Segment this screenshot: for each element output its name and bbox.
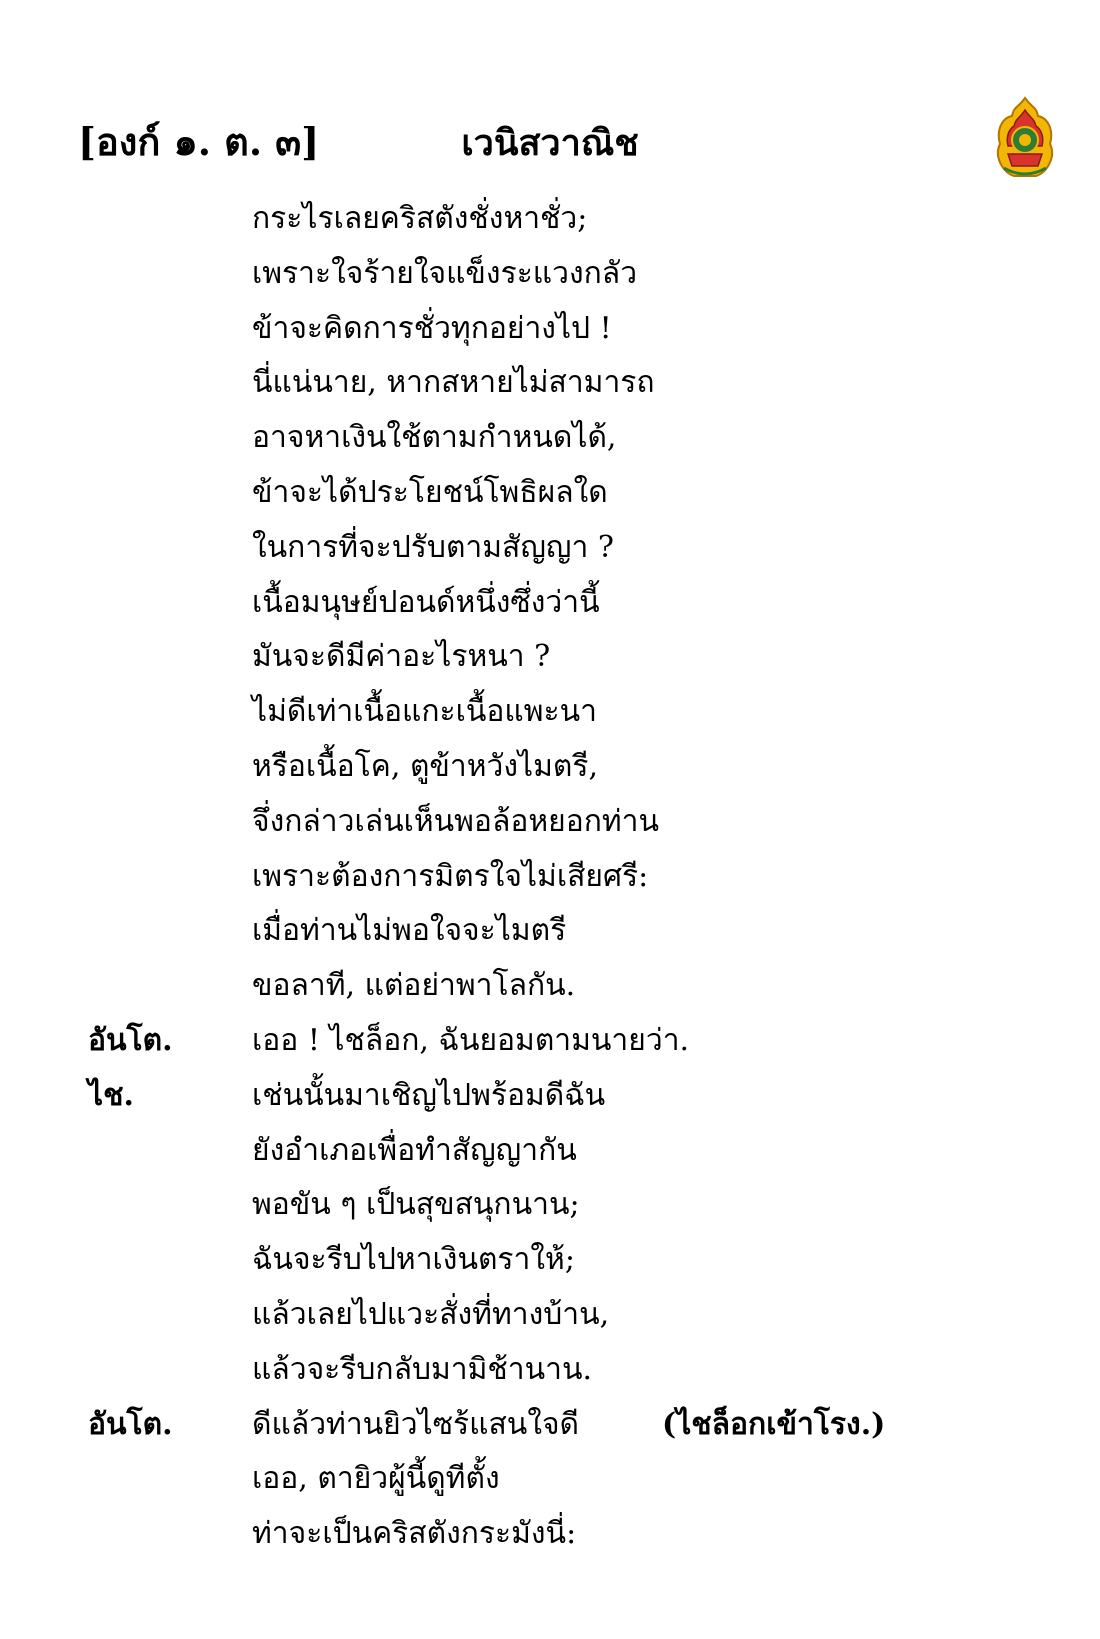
verse-text: ขอลาที, แต่อย่าพาโลกัน. xyxy=(252,968,576,1004)
verse-text: เมื่อท่านไม่พอใจจะไมตรี xyxy=(252,913,567,949)
verse-text: แล้วจะรีบกลับมามิช้านาน. xyxy=(252,1351,593,1387)
dialogue-line xyxy=(0,1233,1100,1288)
verse-text: เออ ! ไชล็อก, ฉันยอมตามนายว่า. xyxy=(252,1022,690,1058)
verse-text: เช่นนั้นมาเชิญไปพร้อมดีฉัน xyxy=(252,1077,606,1113)
dialogue-line xyxy=(0,247,1100,302)
verse-text: ยังอำเภอเพื่อทำสัญญากัน xyxy=(252,1132,577,1168)
verse-text: หรือเนื้อโค, ตูข้าหวังไมตรี, xyxy=(252,748,599,784)
dialogue-line xyxy=(0,1452,1100,1507)
dialogue-line xyxy=(0,576,1100,631)
verse-text: กระไรเลยคริสตังชั่งหาชั่ว; xyxy=(252,201,588,236)
verse-text: เพราะใจร้ายใจแข็งระแวงกลัว xyxy=(252,255,638,291)
dialogue-line xyxy=(0,1069,1100,1124)
dialogue-lines xyxy=(0,192,1100,1562)
dialogue-line xyxy=(0,740,1100,795)
verse-text: มันจะดีมีค่าอะไรหนา ? xyxy=(252,639,551,675)
dialogue-line xyxy=(0,850,1100,905)
dialogue-line xyxy=(0,685,1100,740)
running-title: เวนิสวาณิช xyxy=(461,122,639,164)
dialogue-line xyxy=(0,1343,1100,1398)
dialogue-line xyxy=(0,302,1100,357)
verse-text: พอขัน ๆ เป็นสุขสนุกนาน; xyxy=(252,1187,580,1223)
speaker-name: อันโต. xyxy=(88,1022,173,1058)
verse-text: เนื้อมนุษย์ปอนด์หนึ่งซึ่งว่านี้ xyxy=(252,584,600,620)
dialogue-line xyxy=(0,521,1100,576)
verse-text: ข้าจะคิดการชั่วทุกอย่างไป ! xyxy=(252,310,612,346)
dialogue-line xyxy=(0,959,1100,1014)
dialogue-line xyxy=(0,466,1100,521)
verse-text: จึ่งกล่าวเล่นเห็นพอล้อหยอกท่าน xyxy=(252,803,660,839)
dialogue-line xyxy=(0,1124,1100,1179)
dialogue-line xyxy=(0,904,1100,959)
verse-text: แล้วเลยไปแวะสั่งที่ทางบ้าน, xyxy=(252,1296,610,1332)
verse-text: นี่แน่นาย, หากสหายไม่สามารถ xyxy=(252,365,655,401)
act-scene-reference: [องก์ ๑. ต. ๓] xyxy=(78,119,320,164)
dialogue-line xyxy=(0,630,1100,685)
verse-text: ในการที่จะปรับตามสัญญา ? xyxy=(252,529,614,565)
verse-text: ดีแล้วท่านยิวไซร้แสนใจดี xyxy=(252,1406,580,1442)
dialogue-line xyxy=(0,1178,1100,1233)
dialogue-line xyxy=(0,1398,1100,1453)
dialogue-line xyxy=(0,1507,1100,1562)
verse-text: ฉันจะรีบไปหาเงินตราให้; xyxy=(252,1242,575,1278)
verse-text: เออ, ตายิวผู้นี้ดูทีตั้ง xyxy=(252,1461,500,1497)
verse-text: ไม่ดีเท่าเนื้อแกะเนื้อแพะนา xyxy=(252,694,597,730)
verse-text: ข้าจะได้ประโยชน์โพธิผลใด xyxy=(252,474,608,510)
dialogue-line xyxy=(0,1288,1100,1343)
stage-direction: (ไชล็อกเข้าโรง.) xyxy=(662,1406,886,1442)
dialogue-line xyxy=(0,192,1100,247)
verse-text: เพราะต้องการมิตรใจไม่เสียศรี: xyxy=(252,858,649,894)
speaker-name: อันโต. xyxy=(88,1406,173,1442)
dialogue-line xyxy=(0,795,1100,850)
speaker-name: ไช. xyxy=(88,1077,134,1113)
school-emblem-icon xyxy=(992,96,1058,180)
dialogue-line xyxy=(0,411,1100,466)
verse-text: ท่าจะเป็นคริสตังกระมังนี่: xyxy=(252,1516,577,1552)
verse-text: อาจหาเงินใช้ตามกำหนดได้, xyxy=(252,420,617,456)
dialogue-line xyxy=(0,1014,1100,1069)
dialogue-line xyxy=(0,356,1100,411)
